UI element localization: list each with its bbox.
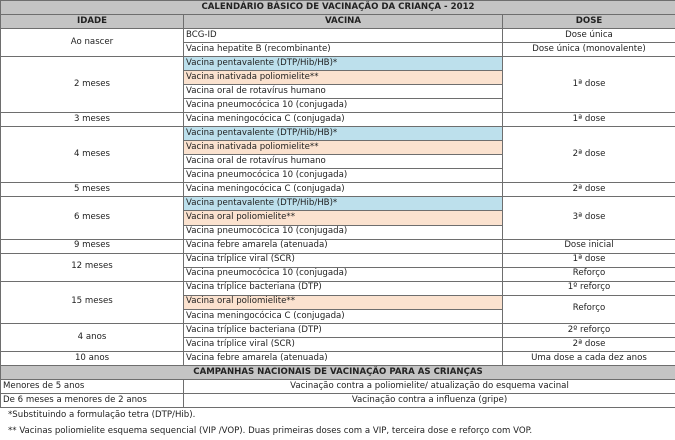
dose-cell: 1ª dose	[503, 57, 675, 113]
age-cell: 4 anos	[1, 323, 184, 351]
vaccine-cell: Vacina tríplice viral (SCR)	[184, 253, 503, 267]
dose-cell: 1ª dose	[503, 253, 675, 267]
age-cell: 4 meses	[1, 127, 184, 183]
vaccine-cell: Vacina tríplice viral (SCR)	[184, 337, 503, 351]
table-title: CALENDÁRIO BÁSICO DE VACINAÇÃO DA CRIANÇA - 2012	[1, 1, 675, 15]
dose-cell: 2º reforço	[503, 323, 675, 337]
header-vaccine: VACINA	[184, 15, 503, 29]
dose-cell: 2ª dose	[503, 183, 675, 197]
table-row	[1, 29, 675, 43]
vaccine-cell: Vacina tríplice bacteriana (DTP)	[184, 281, 503, 295]
table-row	[1, 113, 675, 127]
vaccine-cell: Vacina pneumocócica 10 (conjugada)	[184, 267, 503, 281]
vaccine-cell: Vacina meningocócica C (conjugada)	[184, 113, 503, 127]
header-age: IDADE	[1, 15, 184, 29]
vaccine-cell: Vacina oral de rotavírus humano	[184, 85, 503, 99]
age-cell: 15 meses	[1, 281, 184, 323]
vaccine-cell: Vacina inativada poliomielite**	[184, 141, 503, 155]
table-row	[1, 239, 675, 253]
dose-cell: Reforço	[503, 267, 675, 281]
vaccine-cell: Vacina hepatite B (recombinante)	[184, 43, 503, 57]
vaccine-cell: BCG-ID	[184, 29, 503, 43]
table-row	[1, 351, 675, 365]
age-cell: 12 meses	[1, 253, 184, 281]
vaccine-cell: Vacina pentavalente (DTP/Hib/HB)*	[184, 57, 503, 71]
vaccine-cell: Vacina meningocócica C (conjugada)	[184, 309, 503, 323]
age-cell: 6 meses	[1, 197, 184, 239]
dose-cell: Reforço	[503, 295, 675, 323]
age-cell: 2 meses	[1, 57, 184, 113]
vaccine-cell: Vacina pentavalente (DTP/Hib/HB)*	[184, 197, 503, 211]
campaign-row	[1, 393, 675, 407]
dose-cell: Uma dose a cada dez anos	[503, 351, 675, 365]
campaign-row	[1, 379, 675, 393]
table-row	[1, 281, 675, 295]
dose-cell: Dose única	[503, 29, 675, 43]
table-row	[1, 183, 675, 197]
age-cell: 10 anos	[1, 351, 184, 365]
campaign-description: Vacinação contra a poliomielite/ atualização do esquema vacinal	[184, 379, 675, 393]
campaign-description: Vacinação contra a influenza (gripe)	[184, 393, 675, 407]
table-row	[1, 57, 675, 71]
table-row	[1, 323, 675, 337]
table-row	[1, 253, 675, 267]
vaccine-cell: Vacina febre amarela (atenuada)	[184, 351, 503, 365]
vaccine-cell: Vacina oral poliomielite**	[184, 211, 503, 225]
vaccine-cell: Vacina inativada poliomielite**	[184, 71, 503, 85]
dose-cell: Dose inicial	[503, 239, 675, 253]
vaccine-cell: Vacina tríplice bacteriana (DTP)	[184, 323, 503, 337]
age-cell: 9 meses	[1, 239, 184, 253]
footnote: ** Vacinas poliomielite esquema sequencial (VIP /VOP). Duas primeiras doses com a VIP, terceira dose e reforço com VOP.	[8, 426, 533, 436]
vaccine-cell: Vacina pneumocócica 10 (conjugada)	[184, 99, 503, 113]
vaccine-cell: Vacina meningocócica C (conjugada)	[184, 183, 503, 197]
campaign-group: De 6 meses a menores de 2 anos	[1, 393, 184, 407]
campaigns-title: CAMPANHAS NACIONAIS DE VACINAÇÃO PARA AS CRIANÇAS	[1, 365, 675, 379]
vaccine-cell: Vacina oral de rotavírus humano	[184, 155, 503, 169]
age-cell: 3 meses	[1, 113, 184, 127]
table-row	[1, 197, 675, 211]
dose-cell: Dose única (monovalente)	[503, 43, 675, 57]
campaign-group: Menores de 5 anos	[1, 379, 184, 393]
table-row	[1, 127, 675, 141]
dose-cell: 1ª dose	[503, 113, 675, 127]
dose-cell: 3ª dose	[503, 197, 675, 239]
header-dose: DOSE	[503, 15, 675, 29]
vaccine-cell: Vacina febre amarela (atenuada)	[184, 239, 503, 253]
age-cell: Ao nascer	[1, 29, 184, 57]
footnote: *Substituindo a formulação tetra (DTP/Hib).	[8, 410, 196, 420]
dose-cell: 2ª dose	[503, 337, 675, 351]
age-cell: 5 meses	[1, 183, 184, 197]
dose-cell: 1º reforço	[503, 281, 675, 295]
vaccine-cell: Vacina pentavalente (DTP/Hib/HB)*	[184, 127, 503, 141]
vaccine-cell: Vacina oral poliomielite**	[184, 295, 503, 309]
dose-cell: 2ª dose	[503, 127, 675, 183]
vaccine-cell: Vacina pneumocócica 10 (conjugada)	[184, 169, 503, 183]
vaccine-cell: Vacina pneumocócica 10 (conjugada)	[184, 225, 503, 239]
